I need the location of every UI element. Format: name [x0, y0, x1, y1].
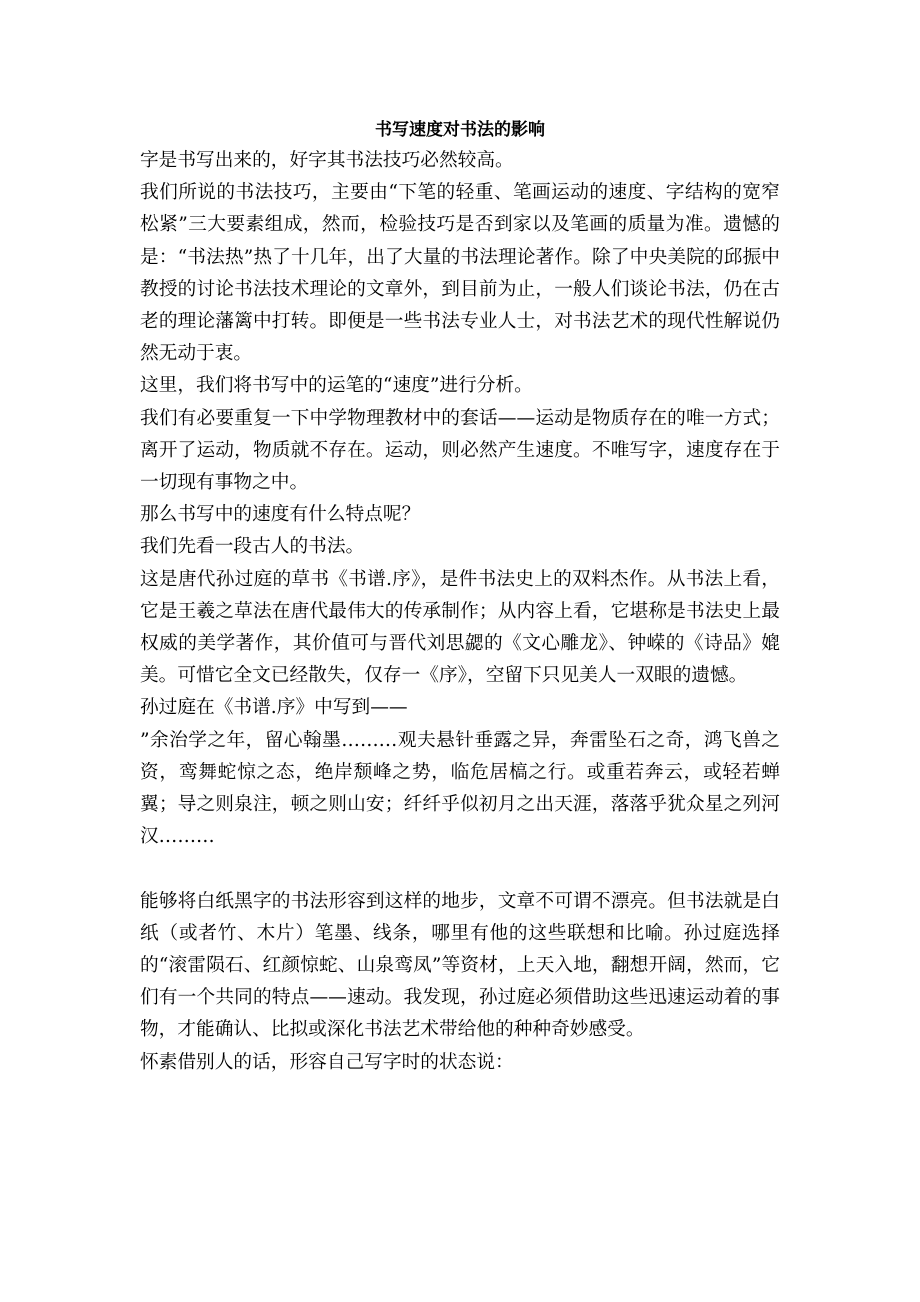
- blank-line: [140, 853, 780, 885]
- paragraph: 我们所说的书法技巧，主要由“下笔的轻重、笔画运动的速度、字结构的宽窄松紧”三大要素组成，然而，检验技巧是否到家以及笔画的质量为准。遗憾的是：“书法热”热了十几年，出了大量的书法理论著作。除了中央美院的邱振中教授的讨论书法技术理论的文章外，到目前为止，一般人们谈论书法，仍在古老的理论藩篱中打转。即便是一些书法专业人士，对书法艺术的现代性解说仍然无动于衷。: [140, 182, 780, 365]
- paragraph: 我们有必要重复一下中学物理教材中的套话——运动是物质存在的唯一方式；离开了运动，物质就不存在。运动，则必然产生速度。不唯写字，速度存在于一切现有事物之中。: [140, 407, 780, 494]
- paragraph: 这里，我们将书写中的运笔的“速度”进行分析。: [140, 375, 533, 397]
- document-title: 书写速度对书法的影响: [375, 120, 545, 140]
- quote-paragraph: ”余治学之年，留心翰墨………观夫悬针垂露之异，奔雷坠石之奇，鸿飞兽之资，鸾舞蛇惊之态，绝岸颓峰之势，临危居槁之行。或重若奔云，或轻若蝉翼；导之则泉注，顿之则山安；纤纤乎似初月之出天涯，落落乎犹众星之列河汉………: [140, 729, 780, 848]
- document-body: [140, 145, 780, 1079]
- paragraph: 这是唐代孙过庭的草书《书谱.序》，是件书法史上的双料杰作。从书法上看，它是王羲之草法在唐代最伟大的传承制作；从内容上看，它堪称是书法史上最权威的美学著作，其价值可与晋代刘思勰的《文心雕龙》、钟嵘的《诗品》媲美。可惜它全文已经散失，仅存一《序》，空留下只见美人一双眼的遗憾。: [140, 568, 780, 687]
- paragraph: 字是书写出来的，好字其书法技巧必然较高。: [140, 150, 514, 171]
- paragraph: 孙过庭在《书谱.序》中写到——: [140, 697, 408, 719]
- paragraph: 那么书写中的速度有什么特点呢？: [140, 504, 421, 526]
- paragraph: 怀素借别人的话，形容自己写字时的状态说：: [140, 1051, 514, 1073]
- paragraph: 能够将白纸黑字的书法形容到这样的地步，文章不可谓不漂亮。但书法就是白纸（或者竹、木片）笔墨、线条，哪里有他的这些联想和比喻。孙过庭选择的“滚雷陨石、红颜惊蛇、山泉鸾凤”等资材，上天入地，翻想开阔，然而，它们有一个共同的特点——速动。我发现，孙过庭必须借助这些迅速运动着的事物，才能确认、比拟或深化书法艺术带给他的种种奇妙感受。: [140, 890, 780, 1041]
- paragraph: 我们先看一段古人的书法。: [140, 536, 365, 558]
